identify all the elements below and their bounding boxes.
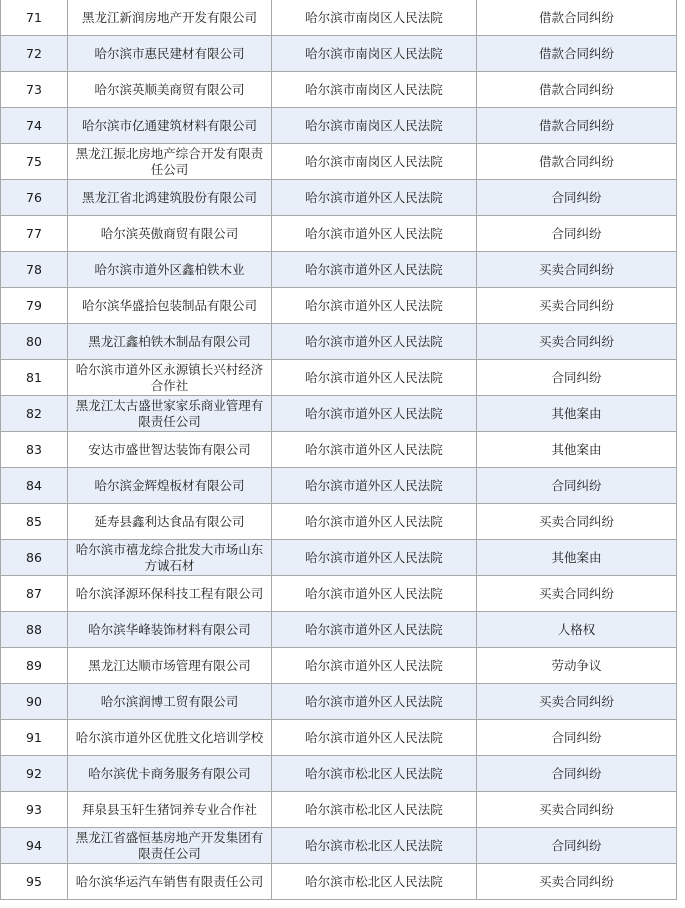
table-row [1,612,677,648]
case-cause: 买卖合同纠纷 [477,504,677,540]
court-name: 哈尔滨市道外区人民法院 [272,180,477,216]
court-name: 哈尔滨市南岗区人民法院 [272,72,477,108]
row-number: 95 [1,864,68,900]
row-number: 92 [1,756,68,792]
party-name: 哈尔滨润博工贸有限公司 [68,684,272,720]
table-row [1,288,677,324]
court-name: 哈尔滨市道外区人民法院 [272,648,477,684]
row-number: 84 [1,468,68,504]
table-row [1,648,677,684]
row-number: 75 [1,144,68,180]
table-row [1,0,677,36]
court-name: 哈尔滨市道外区人民法院 [272,468,477,504]
case-cause: 合同纠纷 [477,468,677,504]
table-row [1,324,677,360]
table-row [1,468,677,504]
table-row [1,180,677,216]
table-row [1,504,677,540]
table-row [1,432,677,468]
row-number: 77 [1,216,68,252]
court-name: 哈尔滨市松北区人民法院 [272,864,477,900]
party-name: 哈尔滨市道外区永源镇长兴村经济合作社 [68,360,272,396]
court-name: 哈尔滨市道外区人民法院 [272,216,477,252]
party-name: 安达市盛世智达装饰有限公司 [68,432,272,468]
party-name: 黑龙江新润房地产开发有限公司 [68,0,272,36]
row-number: 88 [1,612,68,648]
case-cause: 买卖合同纠纷 [477,288,677,324]
party-name: 哈尔滨英傲商贸有限公司 [68,216,272,252]
court-name: 哈尔滨市南岗区人民法院 [272,144,477,180]
case-cause: 合同纠纷 [477,216,677,252]
row-number: 86 [1,540,68,576]
court-name: 哈尔滨市道外区人民法院 [272,324,477,360]
court-name: 哈尔滨市道外区人民法院 [272,720,477,756]
party-name: 哈尔滨市亿通建筑材料有限公司 [68,108,272,144]
case-cause: 其他案由 [477,432,677,468]
party-name: 哈尔滨金辉煌板材有限公司 [68,468,272,504]
party-name: 哈尔滨华峰装饰材料有限公司 [68,612,272,648]
case-cause: 借款合同纠纷 [477,0,677,36]
party-name: 黑龙江太古盛世家家乐商业管理有限责任公司 [68,396,272,432]
row-number: 81 [1,360,68,396]
party-name: 延寿县鑫利达食品有限公司 [68,504,272,540]
row-number: 93 [1,792,68,828]
case-cause: 借款合同纠纷 [477,36,677,72]
case-cause: 合同纠纷 [477,756,677,792]
court-name: 哈尔滨市道外区人民法院 [272,684,477,720]
party-name: 哈尔滨优卡商务服务有限公司 [68,756,272,792]
row-number: 85 [1,504,68,540]
court-name: 哈尔滨市道外区人民法院 [272,252,477,288]
table-row [1,396,677,432]
party-name: 哈尔滨华运汽车销售有限责任公司 [68,864,272,900]
case-cause: 买卖合同纠纷 [477,864,677,900]
party-name: 黑龙江省盛恒基房地产开发集团有限责任公司 [68,828,272,864]
party-name: 哈尔滨市惠民建材有限公司 [68,36,272,72]
court-name: 哈尔滨市道外区人民法院 [272,612,477,648]
table-row [1,36,677,72]
party-name: 哈尔滨市禧龙综合批发大市场山东方诚石材 [68,540,272,576]
case-cause: 其他案由 [477,396,677,432]
court-name: 哈尔滨市道外区人民法院 [272,432,477,468]
case-cause: 合同纠纷 [477,828,677,864]
court-name: 哈尔滨市道外区人民法院 [272,288,477,324]
row-number: 80 [1,324,68,360]
table-row [1,828,677,864]
court-name: 哈尔滨市道外区人民法院 [272,360,477,396]
case-cause: 买卖合同纠纷 [477,576,677,612]
row-number: 79 [1,288,68,324]
party-name: 黑龙江达顺市场管理有限公司 [68,648,272,684]
party-name: 黑龙江省北鸿建筑股份有限公司 [68,180,272,216]
table-row [1,540,677,576]
court-name: 哈尔滨市道外区人民法院 [272,504,477,540]
party-name: 哈尔滨英顺美商贸有限公司 [68,72,272,108]
case-cause: 买卖合同纠纷 [477,684,677,720]
party-name: 哈尔滨泽源环保科技工程有限公司 [68,576,272,612]
row-number: 72 [1,36,68,72]
case-cause: 借款合同纠纷 [477,144,677,180]
table-row [1,720,677,756]
case-cause: 买卖合同纠纷 [477,792,677,828]
case-cause: 合同纠纷 [477,360,677,396]
table-row [1,252,677,288]
party-name: 哈尔滨市道外区优胜文化培训学校 [68,720,272,756]
table-row [1,108,677,144]
table-row [1,576,677,612]
row-number: 90 [1,684,68,720]
row-number: 73 [1,72,68,108]
court-name: 哈尔滨市道外区人民法院 [272,540,477,576]
table-row [1,72,677,108]
table-row [1,864,677,900]
table-row [1,684,677,720]
court-name: 哈尔滨市道外区人民法院 [272,396,477,432]
case-cause: 人格权 [477,612,677,648]
row-number: 71 [1,0,68,36]
table-row [1,360,677,396]
case-cause: 其他案由 [477,540,677,576]
row-number: 82 [1,396,68,432]
case-table-body [1,0,677,900]
row-number: 74 [1,108,68,144]
case-cause: 合同纠纷 [477,180,677,216]
case-cause: 合同纠纷 [477,720,677,756]
court-name: 哈尔滨市松北区人民法院 [272,828,477,864]
case-cause: 买卖合同纠纷 [477,324,677,360]
court-name: 哈尔滨市松北区人民法院 [272,792,477,828]
row-number: 89 [1,648,68,684]
party-name: 黑龙江鑫柏铁木制品有限公司 [68,324,272,360]
table-row [1,144,677,180]
case-cause: 劳动争议 [477,648,677,684]
court-name: 哈尔滨市松北区人民法院 [272,756,477,792]
court-name: 哈尔滨市南岗区人民法院 [272,36,477,72]
row-number: 76 [1,180,68,216]
party-name: 哈尔滨市道外区鑫柏铁木业 [68,252,272,288]
row-number: 78 [1,252,68,288]
row-number: 83 [1,432,68,468]
row-number: 91 [1,720,68,756]
row-number: 87 [1,576,68,612]
case-cause: 买卖合同纠纷 [477,252,677,288]
party-name: 哈尔滨华盛拾包装制品有限公司 [68,288,272,324]
court-name: 哈尔滨市南岗区人民法院 [272,0,477,36]
case-cause: 借款合同纠纷 [477,72,677,108]
court-name: 哈尔滨市道外区人民法院 [272,576,477,612]
case-cause: 借款合同纠纷 [477,108,677,144]
table-row [1,792,677,828]
table-row [1,216,677,252]
party-name: 拜泉县玉轩生猪饲养专业合作社 [68,792,272,828]
row-number: 94 [1,828,68,864]
party-name: 黑龙江振北房地产综合开发有限责任公司 [68,144,272,180]
table-row [1,756,677,792]
court-name: 哈尔滨市南岗区人民法院 [272,108,477,144]
